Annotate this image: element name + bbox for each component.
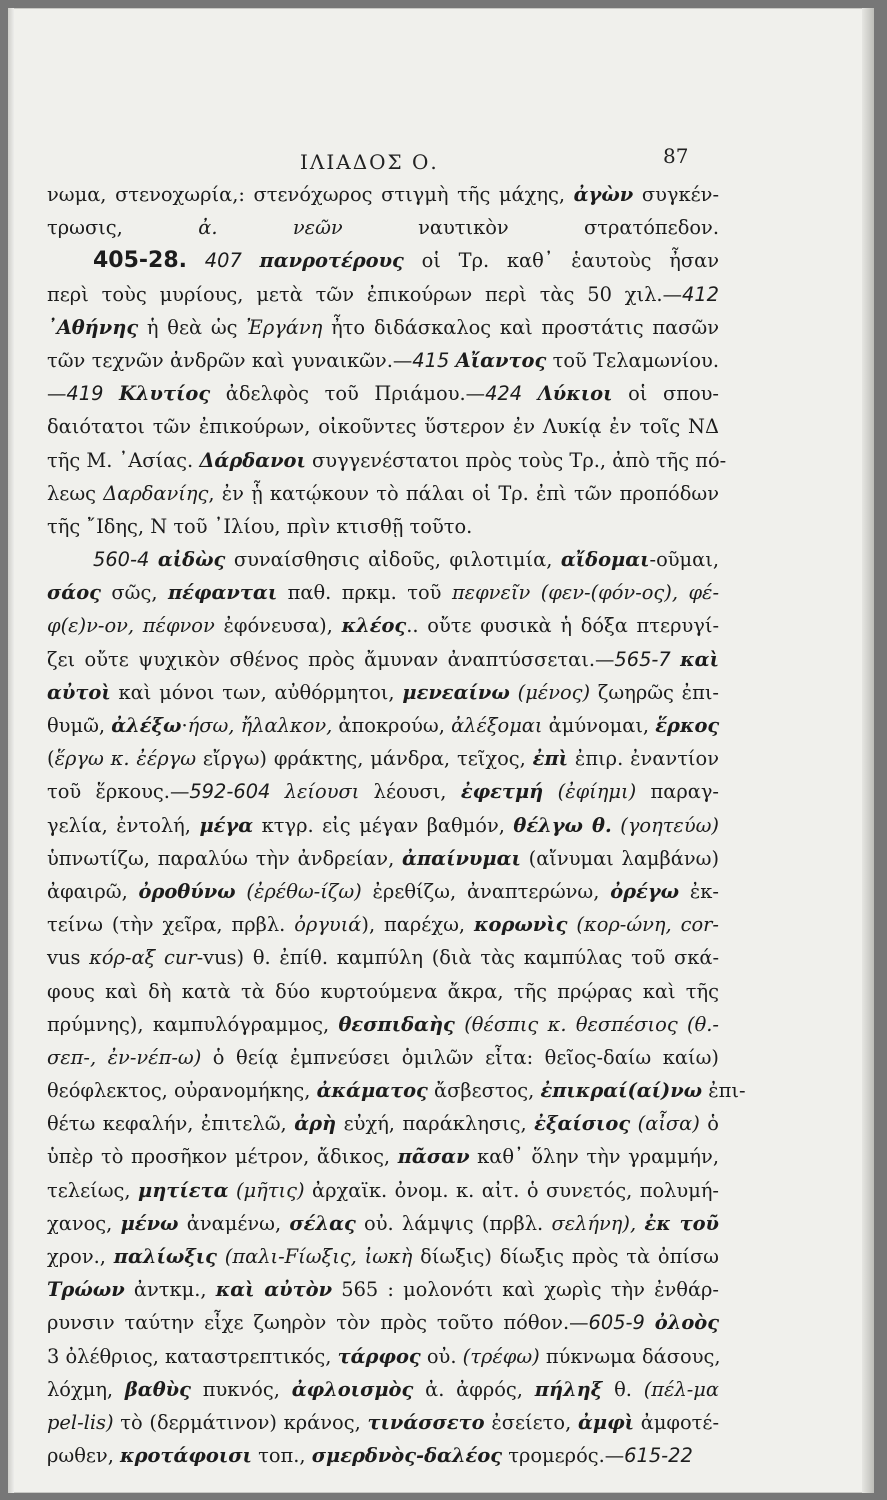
text-line <box>47 775 719 808</box>
plain-text: καθ᾽ ὅλην τὴν γραμμήν, <box>469 1145 719 1169</box>
plain-text: ὑπὲρ τὸ προσῆκον μέτρον, ἄδικος, <box>47 1145 398 1169</box>
italic-text: (μῆτις) <box>235 1178 305 1202</box>
page-number: 87 <box>663 144 689 168</box>
headword: Τρώων <box>47 1278 125 1302</box>
plain-text: ἀμύνομαι, <box>542 714 656 737</box>
plain-text: χανος, <box>47 1211 121 1235</box>
plain-text: (αἴνυμαι λαμβάνω) <box>520 846 720 870</box>
plain-text <box>455 1013 464 1036</box>
text-line <box>47 1373 719 1406</box>
commentary-text <box>47 178 746 1472</box>
headword: σέλας <box>289 1211 356 1235</box>
plain-text: πρύμνης), καμπυλόγραμμος, <box>47 1012 339 1036</box>
text-line <box>47 1041 719 1074</box>
plain-text: περὶ τοὺς μυρίους, μετὰ τῶν ἐπικούρων περὶ τὰς 50 χιλ.— <box>47 282 682 306</box>
plain-text: χρον., <box>47 1245 114 1268</box>
italic-text: (παλι-Fίωξις, ἰωκὴ <box>224 1245 413 1268</box>
text-line <box>47 1008 719 1041</box>
plain-text: συγκέν- <box>633 183 719 206</box>
headword: σάος <box>47 581 101 605</box>
plain-text: ἡ θεὰ ὡς <box>138 315 247 339</box>
plain-text: ), παρέχω, <box>361 913 474 937</box>
plain-text: τοῦ Τελαμωνίου. <box>546 348 720 372</box>
plain-text: · <box>181 714 188 737</box>
plain-text: φους καὶ δὴ κατὰ τὰ δύο κυρτούμενα ἄκρα, τῆς πρῴρας καὶ τῆς <box>47 979 719 1003</box>
headword: μητίετα <box>138 1178 229 1202</box>
italic-text: (γοητεύω) <box>620 813 719 837</box>
text-line <box>47 908 719 941</box>
plain-text: ὁ θείᾳ ἐμπνεύσει ὁμιλῶν εἶτα: θεῖος-δαίω καίω) <box>201 1045 719 1069</box>
plain-text <box>522 382 538 405</box>
text-line <box>47 576 719 609</box>
italic-text: σελήνη), <box>551 1211 637 1235</box>
plain-text: λεως <box>47 481 104 505</box>
plain-text <box>645 1311 655 1334</box>
italic-text: ήσω, ἤλαλκον, <box>187 714 333 737</box>
text-line <box>47 178 719 211</box>
text-line <box>47 609 719 642</box>
plain-text <box>630 1112 637 1135</box>
plain-text: συναίσθησις αἰδοῦς, φιλοτιμία, <box>225 548 561 572</box>
headword: Αἴαντος <box>455 348 547 372</box>
italic-text: (κορ-ώνη, cor- <box>576 913 719 937</box>
page-gutter <box>8 8 14 1493</box>
plain-text: ἀποκρούω, <box>332 714 452 737</box>
text-line <box>47 1439 719 1472</box>
headword: ἐκ τοῦ <box>644 1211 719 1235</box>
headword: Δάρδανοι <box>199 448 306 472</box>
text-line <box>47 244 719 277</box>
headword: βαθὺς <box>124 1377 191 1401</box>
text-line <box>47 941 719 974</box>
running-title: ΙΛΙΑΔΟΣ Ο. <box>300 150 439 174</box>
text-line <box>47 742 719 775</box>
plain-text: ἦτο διδάσκαλος καὶ προστάτις πασῶν <box>322 315 719 339</box>
italic-text: pel-lis) <box>47 1410 114 1434</box>
italic-text: (ἐφίημι) <box>557 780 637 804</box>
plain-text: ( <box>47 747 55 771</box>
verse-reference: 407 <box>204 249 242 273</box>
headword: ὀροθύνω <box>138 879 236 903</box>
plain-text: τῆς Μ. ᾿Ασίας. <box>47 448 200 472</box>
plain-text: ζωηρῶς ἐπι- <box>590 680 719 704</box>
verse-reference: 592-604 <box>189 780 271 804</box>
italic-text: κόρ-αξ cur <box>89 946 197 970</box>
plain-text: vus <box>47 946 90 970</box>
italic-text: Δαρδανίης <box>103 481 209 505</box>
headword: ἐξαίσιος <box>534 1112 631 1136</box>
headword: καὶ αὐτὸν <box>215 1278 333 1302</box>
plain-text: δίωξις) δίωξις πρὸς τὰ ὀπίσω <box>412 1245 719 1268</box>
headword: καὶ <box>680 647 719 671</box>
plain-text: ἐκ- <box>679 879 719 903</box>
plain-text: οὐ. λάμψις (πρβλ. <box>355 1211 552 1235</box>
headword: αἰδὼς <box>157 548 226 572</box>
italic-text: (πέλ-μα <box>643 1377 719 1401</box>
plain-text: τρομερός.— <box>502 1444 625 1468</box>
plain-text <box>236 880 247 903</box>
plain-text: .. οὔτε φυσικὰ ἡ δόξα πτερυγί- <box>406 614 719 638</box>
plain-text: ὑπνωτίζω, παραλύω τὴν ἀνδρείαν, <box>47 846 403 870</box>
text-line <box>47 311 719 344</box>
text-line <box>47 377 719 410</box>
text-line <box>47 1340 719 1373</box>
plain-text: 565 : μολονότι καὶ χωρὶς τὴν ἐνθάρ- <box>332 1278 719 1302</box>
plain-text: παραγ- <box>636 780 719 804</box>
verse-reference: 605-9 <box>588 1311 645 1335</box>
plain-text <box>543 780 557 803</box>
headword: ἀφλοισμὸς <box>291 1377 414 1401</box>
headword: ἐπὶ <box>532 747 569 771</box>
text-line <box>47 278 719 311</box>
italic-text: (αἶσα) <box>637 1112 700 1136</box>
plain-text: ζει οὔτε ψυχικὸν σθένος πρὸς ἄμυναν ἀναπτύσσεται.— <box>47 647 615 671</box>
plain-text: εἴργω) φράκτης, μάνδρα, τεῖχος, <box>196 747 533 771</box>
italic-text: ἀλέξομαι <box>451 714 543 737</box>
plain-text: θέτω κεφαλήν, ἐπιτελῶ, <box>47 1112 295 1136</box>
plain-text: πύκνωμα δάσους, <box>539 1344 721 1368</box>
text-line <box>47 444 727 477</box>
plain-text: ρυνσιν ταύτην εἶχε ζωηρὸν τὸν πρὸς τοῦτο πόθον.— <box>47 1311 589 1335</box>
italic-text: (τρέφω) <box>462 1344 540 1368</box>
text-line <box>47 1207 719 1240</box>
text-line <box>47 1273 719 1306</box>
plain-text: ἀντκμ., <box>124 1278 216 1302</box>
headword: ἐφετμή <box>460 780 544 804</box>
plain-text: λόχμη, <box>47 1377 125 1401</box>
text-line <box>47 1074 746 1107</box>
plain-text <box>187 249 205 272</box>
headword: ᾿Αθήνης <box>47 315 139 339</box>
text-line <box>47 809 719 842</box>
plain-text: τελείως, <box>47 1178 139 1202</box>
plain-text: εὐχή, παράκλησις, <box>336 1112 535 1136</box>
headword: ἀπαίνυμαι <box>402 846 521 870</box>
plain-text: δαιότατοι τῶν ἐπικούρων, οἰκοῦντες ὕστερον ἐν Λυκίᾳ ἐν τοῖς ΝΔ <box>47 415 719 439</box>
section-number: 405-28. <box>93 248 188 274</box>
plain-text: ρωθεν, <box>47 1444 121 1468</box>
text-line <box>47 1406 719 1439</box>
plain-text: , ἐν ᾗ κατῴκουν τὸ πάλαι οἱ Τρ. ἐπὶ τῶν προπόδων <box>208 481 720 505</box>
verse-reference: 560-4 <box>93 548 150 572</box>
plain-text: οἱ σπου- <box>612 382 719 406</box>
text-line <box>47 543 719 576</box>
plain-text: παθ. πρκμ. τοῦ <box>277 581 452 605</box>
running-head <box>8 140 874 180</box>
plain-text: γελία, ἐντολή, <box>47 813 200 837</box>
plain-text: ναυτικὸν στρατόπεδον. <box>342 216 720 240</box>
headword: πανροτέρους <box>259 249 404 273</box>
headword: μένω <box>120 1211 179 1235</box>
plain-text: τῶν τεχνῶν ἀνδρῶν καὶ γυναικῶν.— <box>47 348 413 372</box>
headword: κορωνὶς <box>474 913 568 937</box>
italic-text: ὀργυιά <box>294 913 362 937</box>
plain-text: ἐπιρ. ἐναντίον <box>568 747 719 771</box>
plain-text: καὶ μόνοι των, αὐθόρμητοι, <box>110 680 403 704</box>
headword: ἀκάματος <box>316 1079 428 1103</box>
plain-text: κτγρ. εἰς μέγαν βαθμόν, <box>253 813 514 837</box>
plain-text: ἐσείετο, <box>484 1410 578 1434</box>
text-line <box>47 344 719 377</box>
headword: πᾶσαν <box>397 1145 470 1169</box>
headword: ἕρκος <box>655 714 720 737</box>
headword: κλέος <box>341 614 407 638</box>
plain-text <box>270 780 284 803</box>
italic-text: ἕργω κ. ἐέργω <box>54 747 197 771</box>
plain-text: — <box>47 382 67 406</box>
text-line <box>47 1174 719 1207</box>
italic-text: (θέσπις κ. θεσπέσιος (θ.- <box>464 1012 719 1036</box>
headword: ἀλέξω <box>111 714 182 737</box>
plain-text: πυκνός, <box>190 1377 292 1401</box>
italic-text: πεφνεῖν (φεν-(φόν-ος), φέ- <box>451 581 719 605</box>
italic-text: σεπ-, ἐν-νέπ-ω) <box>47 1045 202 1069</box>
italic-text: (ἐρέθω-ίζω) <box>246 879 362 903</box>
headword: ἀμφὶ <box>577 1410 635 1434</box>
headword: παλίωξις <box>113 1245 217 1268</box>
headword: ὀρέγω <box>610 879 680 903</box>
text-line <box>47 875 719 908</box>
plain-text <box>229 1179 236 1202</box>
headword: Κλυτίος <box>119 382 211 406</box>
plain-text: ἀμφοτέ- <box>634 1410 720 1434</box>
text-line <box>47 975 719 1008</box>
verse-reference: 615-22 <box>624 1444 693 1468</box>
headword: μέγα <box>199 813 254 837</box>
page-edge <box>862 8 874 1493</box>
plain-text: θυμῶ, <box>47 714 112 737</box>
text-line <box>47 410 719 443</box>
plain-text: συγγενέστατοι πρὸς τοὺς Τρ., ἀπὸ τῆς πό- <box>305 448 727 472</box>
headword: Λύκιοι <box>537 382 613 406</box>
italic-text: λείουσι <box>284 780 360 804</box>
headword: ἀρὴ <box>294 1112 337 1136</box>
verse-reference: 415 <box>412 348 450 372</box>
plain-text: ἐρεθίζω, ἀναπτερώνω, <box>361 879 611 903</box>
plain-text: τὸ (δερμάτινον) κράνος, <box>113 1410 368 1434</box>
text-line <box>47 477 719 510</box>
headword: πήληξ <box>534 1377 603 1401</box>
plain-text: ὁ <box>699 1112 719 1136</box>
plain-text: ἀ. ἀφρός, <box>413 1377 535 1401</box>
plain-text <box>510 681 518 704</box>
plain-text: τοπ., <box>251 1444 312 1468</box>
headword: σμερδνὸς-δαλέος <box>311 1444 503 1468</box>
verse-reference: 424 <box>485 382 523 406</box>
plain-text: -οῦμαι, <box>649 548 720 572</box>
plain-text: ἀρχαϊκ. ὀνομ. κ. αἰτ. ὁ συνετός, πολυμή- <box>304 1178 719 1202</box>
headword: μενεαίνω <box>402 680 510 704</box>
plain-text <box>242 249 260 272</box>
text-line <box>47 1240 719 1273</box>
headword: θέλγω θ. <box>513 813 612 837</box>
plain-text: ἄσβεστος, <box>427 1079 541 1103</box>
italic-text: φ(ε)ν-ον, πέφνον <box>47 614 215 638</box>
plain-text <box>149 548 158 571</box>
plain-text: ἀδελφὸς τοῦ Πριάμου.— <box>210 382 486 406</box>
plain-text: θ. <box>602 1377 644 1401</box>
text-line <box>47 1107 719 1140</box>
headword: ὀλοὸς <box>654 1311 719 1335</box>
plain-text: ἐπι- <box>702 1079 746 1103</box>
verse-reference: 412 <box>681 282 719 306</box>
plain-text <box>217 1245 225 1268</box>
plain-text: νωμα, στενοχωρία,: στενόχωρος στιγμὴ τῆς μάχης, <box>47 183 574 206</box>
plain-text: λέουσι, <box>359 780 461 804</box>
text-line <box>47 211 719 244</box>
plain-text: τείνω (τὴν χεῖρα, πρβλ. <box>47 913 295 937</box>
text-line <box>47 842 719 875</box>
verse-reference: 419 <box>66 382 104 406</box>
text-line <box>47 1140 719 1173</box>
plain-text: τοῦ ἕρκους.— <box>47 780 190 804</box>
headword: ἐπικραί(αί)νω <box>540 1079 703 1103</box>
headword: αἴδομαι <box>560 548 650 572</box>
headword: τινάσσετο <box>367 1410 485 1434</box>
plain-text: ἀναμένω, <box>178 1211 290 1235</box>
headword: κροτάφοισι <box>120 1444 252 1468</box>
italic-text: (μένος) <box>517 680 591 704</box>
headword: τάρφος <box>337 1344 421 1368</box>
plain-text: τῆς ῎Ιδης, Ν τοῦ ᾿Ιλίου, πρὶν κτισθῇ τοῦτο. <box>47 514 473 538</box>
plain-text <box>612 814 621 837</box>
plain-text: -vus) θ. ἐπίθ. καμπύλη (διὰ τὰς καμπύλας τοῦ σκά- <box>196 946 719 970</box>
plain-text: σῶς, <box>100 581 168 605</box>
plain-text: ἀφαιρῶ, <box>47 879 139 903</box>
plain-text: τρωσις, <box>47 216 199 240</box>
plain-text: 3 ὀλέθριος, καταστρεπτικός, <box>47 1344 338 1368</box>
headword: ἀγὼν <box>573 183 634 206</box>
book-page <box>8 8 874 1493</box>
plain-text: οἱ Τρ. καθ᾽ ἑαυτοὺς ἦσαν <box>403 249 720 273</box>
text-line <box>47 643 719 676</box>
headword: πέφανται <box>167 581 278 605</box>
plain-text <box>103 382 119 405</box>
italic-text: ἀ. νεῶν <box>198 216 343 240</box>
text-line <box>47 510 719 543</box>
italic-text: Ἐργάνη <box>246 315 323 339</box>
plain-text: οὐ. <box>420 1344 463 1368</box>
headword: αὐτοὶ <box>47 680 111 704</box>
text-line <box>47 709 719 742</box>
text-line <box>47 676 719 709</box>
verse-reference: 565-7 <box>614 647 671 671</box>
plain-text: ἐφόνευσα), <box>214 614 342 638</box>
plain-text: θεόφλεκτος, οὐρανομήκης, <box>47 1079 317 1103</box>
text-line <box>47 1306 719 1339</box>
plain-text <box>671 648 680 671</box>
headword: θεσπιδαὴς <box>338 1012 455 1036</box>
